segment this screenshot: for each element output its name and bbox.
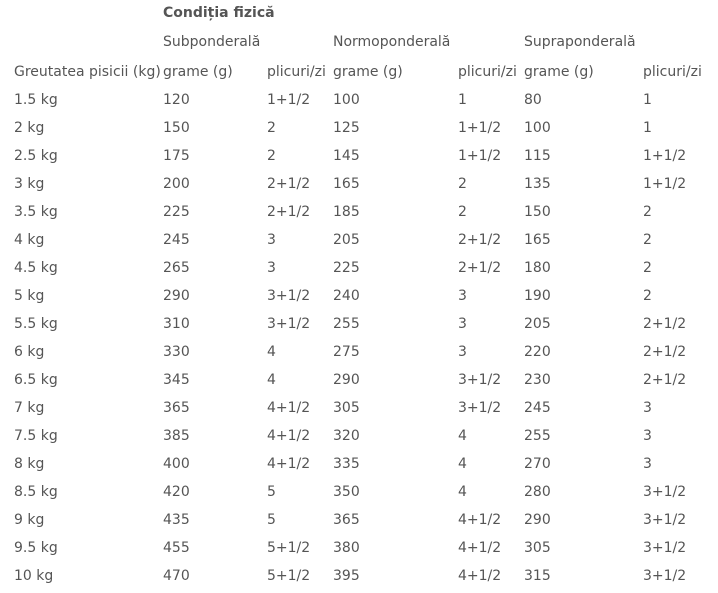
cell-grams: 225 — [333, 260, 360, 276]
cell-sachets: 3+1/2 — [643, 512, 687, 528]
cell-sachets: 3 — [267, 232, 276, 248]
cell-weight: 2.5 kg — [14, 148, 58, 164]
cell-sachets: 1+1/2 — [458, 120, 502, 136]
cell-grams: 115 — [524, 148, 551, 164]
cell-sachets: 1+1/2 — [458, 148, 502, 164]
cell-sachets: 3+1/2 — [643, 540, 687, 556]
cell-sachets: 4+1/2 — [267, 456, 311, 472]
cell-grams: 205 — [524, 316, 551, 332]
column-header-grams: grame (g) — [163, 64, 233, 80]
table-row — [14, 562, 705, 590]
cell-grams: 100 — [524, 120, 551, 136]
cell-weight: 6.5 kg — [14, 372, 58, 388]
group-header-underweight: Subponderală — [163, 34, 261, 50]
cell-grams: 225 — [163, 204, 190, 220]
cell-grams: 100 — [333, 92, 360, 108]
cell-sachets: 3+1/2 — [267, 288, 311, 304]
cell-sachets: 1+1/2 — [643, 148, 687, 164]
table-row — [14, 534, 705, 562]
cell-grams: 165 — [333, 176, 360, 192]
cell-grams: 345 — [163, 372, 190, 388]
cell-grams: 270 — [524, 456, 551, 472]
cell-sachets: 5 — [267, 512, 276, 528]
cell-sachets: 2 — [643, 288, 652, 304]
cell-sachets: 1+1/2 — [643, 176, 687, 192]
column-header-sachets: plicuri/zi — [458, 64, 517, 80]
cell-grams: 245 — [163, 232, 190, 248]
cell-weight: 9.5 kg — [14, 540, 58, 556]
cell-grams: 385 — [163, 428, 190, 444]
cell-sachets: 2 — [458, 204, 467, 220]
feeding-table — [14, 58, 705, 590]
cell-grams: 180 — [524, 260, 551, 276]
table-row — [14, 254, 705, 282]
cell-sachets: 1+1/2 — [267, 92, 311, 108]
cell-sachets: 2 — [267, 148, 276, 164]
cell-sachets: 2+1/2 — [643, 316, 687, 332]
table-row — [14, 226, 705, 254]
cell-sachets: 3 — [458, 288, 467, 304]
table-row — [14, 86, 705, 114]
cell-grams: 305 — [333, 400, 360, 416]
cell-grams: 330 — [163, 344, 190, 360]
table-row — [14, 198, 705, 226]
cell-grams: 350 — [333, 484, 360, 500]
cell-grams: 245 — [524, 400, 551, 416]
cell-weight: 1.5 kg — [14, 92, 58, 108]
cell-grams: 470 — [163, 568, 190, 584]
table-row — [14, 394, 705, 422]
cell-sachets: 2 — [643, 260, 652, 276]
table-row — [14, 506, 705, 534]
cell-grams: 220 — [524, 344, 551, 360]
cell-sachets: 3 — [267, 260, 276, 276]
cell-grams: 145 — [333, 148, 360, 164]
cell-grams: 265 — [163, 260, 190, 276]
cell-sachets: 5 — [267, 484, 276, 500]
cell-sachets: 2 — [643, 204, 652, 220]
cell-grams: 135 — [524, 176, 551, 192]
cell-sachets: 2+1/2 — [267, 176, 311, 192]
cell-grams: 255 — [524, 428, 551, 444]
cell-sachets: 4+1/2 — [458, 540, 502, 556]
cell-sachets: 1 — [643, 120, 652, 136]
cell-grams: 420 — [163, 484, 190, 500]
cell-grams: 200 — [163, 176, 190, 192]
cell-grams: 290 — [333, 372, 360, 388]
cell-grams: 290 — [163, 288, 190, 304]
cell-grams: 365 — [333, 512, 360, 528]
table-title: Condiția fizică — [163, 5, 275, 21]
cell-weight: 9 kg — [14, 512, 45, 528]
cell-sachets: 3 — [458, 344, 467, 360]
cell-grams: 315 — [524, 568, 551, 584]
cell-weight: 4 kg — [14, 232, 45, 248]
column-header-row — [14, 58, 705, 86]
cell-sachets: 4+1/2 — [267, 400, 311, 416]
cell-sachets: 2+1/2 — [643, 344, 687, 360]
table-row — [14, 366, 705, 394]
cell-grams: 395 — [333, 568, 360, 584]
cell-sachets: 3+1/2 — [643, 484, 687, 500]
cell-grams: 320 — [333, 428, 360, 444]
cell-sachets: 3 — [643, 400, 652, 416]
cell-grams: 125 — [333, 120, 360, 136]
cell-weight: 6 kg — [14, 344, 45, 360]
cell-weight: 2 kg — [14, 120, 45, 136]
cell-sachets: 4+1/2 — [458, 512, 502, 528]
cell-sachets: 4+1/2 — [458, 568, 502, 584]
cell-grams: 310 — [163, 316, 190, 332]
cell-grams: 165 — [524, 232, 551, 248]
cell-grams: 380 — [333, 540, 360, 556]
table-row — [14, 170, 705, 198]
cell-grams: 280 — [524, 484, 551, 500]
column-header-sachets: plicuri/zi — [643, 64, 702, 80]
cell-grams: 230 — [524, 372, 551, 388]
cell-weight: 8 kg — [14, 456, 45, 472]
cell-sachets: 4 — [458, 428, 467, 444]
cell-weight: 3 kg — [14, 176, 45, 192]
table-row — [14, 450, 705, 478]
cell-grams: 80 — [524, 92, 542, 108]
cell-grams: 240 — [333, 288, 360, 304]
cell-weight: 7 kg — [14, 400, 45, 416]
cell-sachets: 2 — [267, 120, 276, 136]
table-row — [14, 282, 705, 310]
cell-sachets: 4 — [458, 484, 467, 500]
table-row — [14, 422, 705, 450]
cell-sachets: 5+1/2 — [267, 568, 311, 584]
cell-sachets: 3 — [643, 456, 652, 472]
cell-grams: 400 — [163, 456, 190, 472]
cell-sachets: 3+1/2 — [643, 568, 687, 584]
table-row — [14, 478, 705, 506]
cell-grams: 150 — [524, 204, 551, 220]
cell-weight: 5 kg — [14, 288, 45, 304]
column-header-grams: grame (g) — [333, 64, 403, 80]
cell-sachets: 4 — [267, 372, 276, 388]
cell-sachets: 3+1/2 — [458, 372, 502, 388]
cell-grams: 455 — [163, 540, 190, 556]
cell-sachets: 4 — [458, 456, 467, 472]
group-header-normal-weight: Normoponderală — [333, 34, 451, 50]
table-row — [14, 114, 705, 142]
cell-grams: 255 — [333, 316, 360, 332]
cell-grams: 275 — [333, 344, 360, 360]
table-row — [14, 142, 705, 170]
cell-sachets: 3 — [458, 316, 467, 332]
cell-sachets: 1 — [643, 92, 652, 108]
cell-sachets: 2 — [458, 176, 467, 192]
cell-sachets: 5+1/2 — [267, 540, 311, 556]
cell-weight: 8.5 kg — [14, 484, 58, 500]
group-header-overweight: Supraponderală — [524, 34, 636, 50]
column-header-sachets: plicuri/zi — [267, 64, 326, 80]
column-header-grams: grame (g) — [524, 64, 594, 80]
cell-grams: 205 — [333, 232, 360, 248]
table-row — [14, 338, 705, 366]
cell-sachets: 3 — [643, 428, 652, 444]
cell-sachets: 2+1/2 — [458, 232, 502, 248]
cell-grams: 305 — [524, 540, 551, 556]
cell-weight: 10 kg — [14, 568, 54, 584]
cell-grams: 185 — [333, 204, 360, 220]
column-header-weight: Greutatea pisicii (kg) — [14, 64, 161, 80]
cell-grams: 150 — [163, 120, 190, 136]
cell-sachets: 4+1/2 — [267, 428, 311, 444]
cell-sachets: 2+1/2 — [643, 372, 687, 388]
cell-weight: 4.5 kg — [14, 260, 58, 276]
cell-grams: 335 — [333, 456, 360, 472]
cell-sachets: 1 — [458, 92, 467, 108]
cell-weight: 3.5 kg — [14, 204, 58, 220]
cell-grams: 175 — [163, 148, 190, 164]
table-body — [14, 86, 705, 590]
cell-weight: 7.5 kg — [14, 428, 58, 444]
cell-sachets: 4 — [267, 344, 276, 360]
cell-grams: 365 — [163, 400, 190, 416]
cell-sachets: 3+1/2 — [458, 400, 502, 416]
cell-grams: 290 — [524, 512, 551, 528]
cell-grams: 190 — [524, 288, 551, 304]
cell-weight: 5.5 kg — [14, 316, 58, 332]
table-row — [14, 310, 705, 338]
cell-grams: 435 — [163, 512, 190, 528]
cell-sachets: 2 — [643, 232, 652, 248]
cell-grams: 120 — [163, 92, 190, 108]
cell-sachets: 3+1/2 — [267, 316, 311, 332]
cell-sachets: 2+1/2 — [267, 204, 311, 220]
cell-sachets: 2+1/2 — [458, 260, 502, 276]
